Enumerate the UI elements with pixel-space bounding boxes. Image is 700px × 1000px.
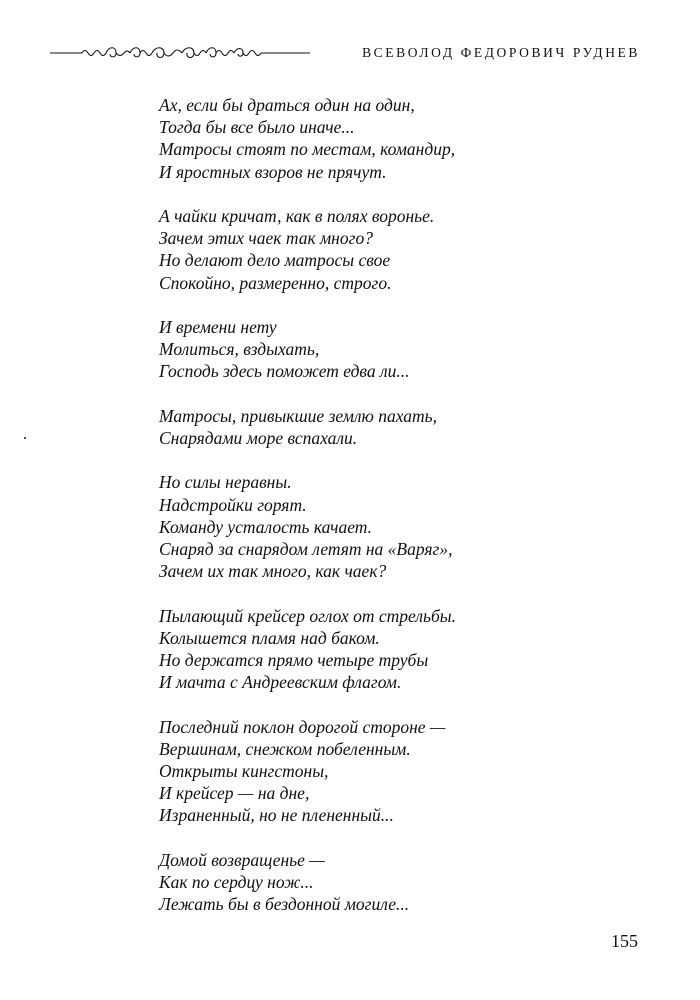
poem-line: Зачем их так много, как чаек?	[159, 561, 387, 582]
poem-line: Вершинам, снежком побеленным.	[159, 738, 411, 759]
decorative-rule-icon	[50, 44, 310, 60]
poem-line: И мачта с Андреевским флагом.	[159, 672, 402, 693]
poem-line: И крейсер — на дне,	[159, 783, 310, 804]
poem-line: Матросы, привыкшие землю пахать,	[159, 405, 438, 426]
poem-line: Матросы стоят по местам, командир,	[159, 139, 456, 160]
poem-line: Снаряд за снарядом летят на «Варяг»,	[159, 539, 453, 559]
poem-line: Но силы неравны.	[159, 472, 292, 493]
margin-mark	[24, 437, 26, 439]
poem-line: Но делают дело матросы свое	[159, 250, 391, 271]
poem-line: Спокойно, размеренно, строго.	[159, 272, 392, 293]
poem-line: Последний поклон дорогой стороне —	[159, 716, 446, 737]
poem-body	[159, 94, 599, 938]
poem-line: Как по сердцу нож...	[159, 872, 314, 892]
poem-line: Ах, если бы драться один на один,	[159, 95, 415, 115]
stanza	[159, 316, 599, 383]
poem-line: Но держатся прямо четыре трубы	[159, 650, 429, 670]
poem-line: А чайки кричат, как в полях воронье.	[159, 206, 435, 226]
stanza	[159, 849, 599, 916]
poem-line: Домой возвращенье —	[159, 849, 325, 870]
page-number: 155	[611, 931, 638, 951]
poem-line: И яростных взоров не прячут.	[159, 161, 387, 182]
poem-line: Молиться, вздыхать,	[159, 339, 320, 360]
stanza	[159, 94, 599, 183]
stanza	[159, 605, 599, 694]
running-head: ВСЕВОЛОД ФЕДОРОВИЧ РУДНЕВ	[362, 45, 640, 60]
poem-line: Пылающий крейсер оглох от стрельбы.	[159, 605, 456, 626]
poem-line: Израненный, но не плененный...	[159, 805, 394, 826]
poem-line: И времени нету	[159, 317, 277, 337]
poem-line: Надстройки горят.	[159, 494, 307, 515]
stanza	[159, 405, 599, 449]
poem-line: Тогда бы все было иначе...	[159, 117, 355, 138]
stanza	[159, 205, 599, 294]
page-header	[50, 38, 650, 68]
poem-line: Лежать бы в бездонной могиле...	[159, 894, 410, 915]
poem-line: Зачем этих чаек так много?	[159, 228, 373, 249]
poem-line: Колышется пламя над баком.	[159, 627, 380, 648]
poem-line: Снарядами море вспахали.	[159, 428, 358, 448]
poem-line: Господь здесь поможет едва ли...	[159, 361, 410, 382]
stanza	[159, 716, 599, 827]
poem-line: Открыты кингстоны,	[159, 761, 329, 781]
poem-line: Команду усталость качает.	[159, 516, 373, 537]
stanza	[159, 471, 599, 582]
